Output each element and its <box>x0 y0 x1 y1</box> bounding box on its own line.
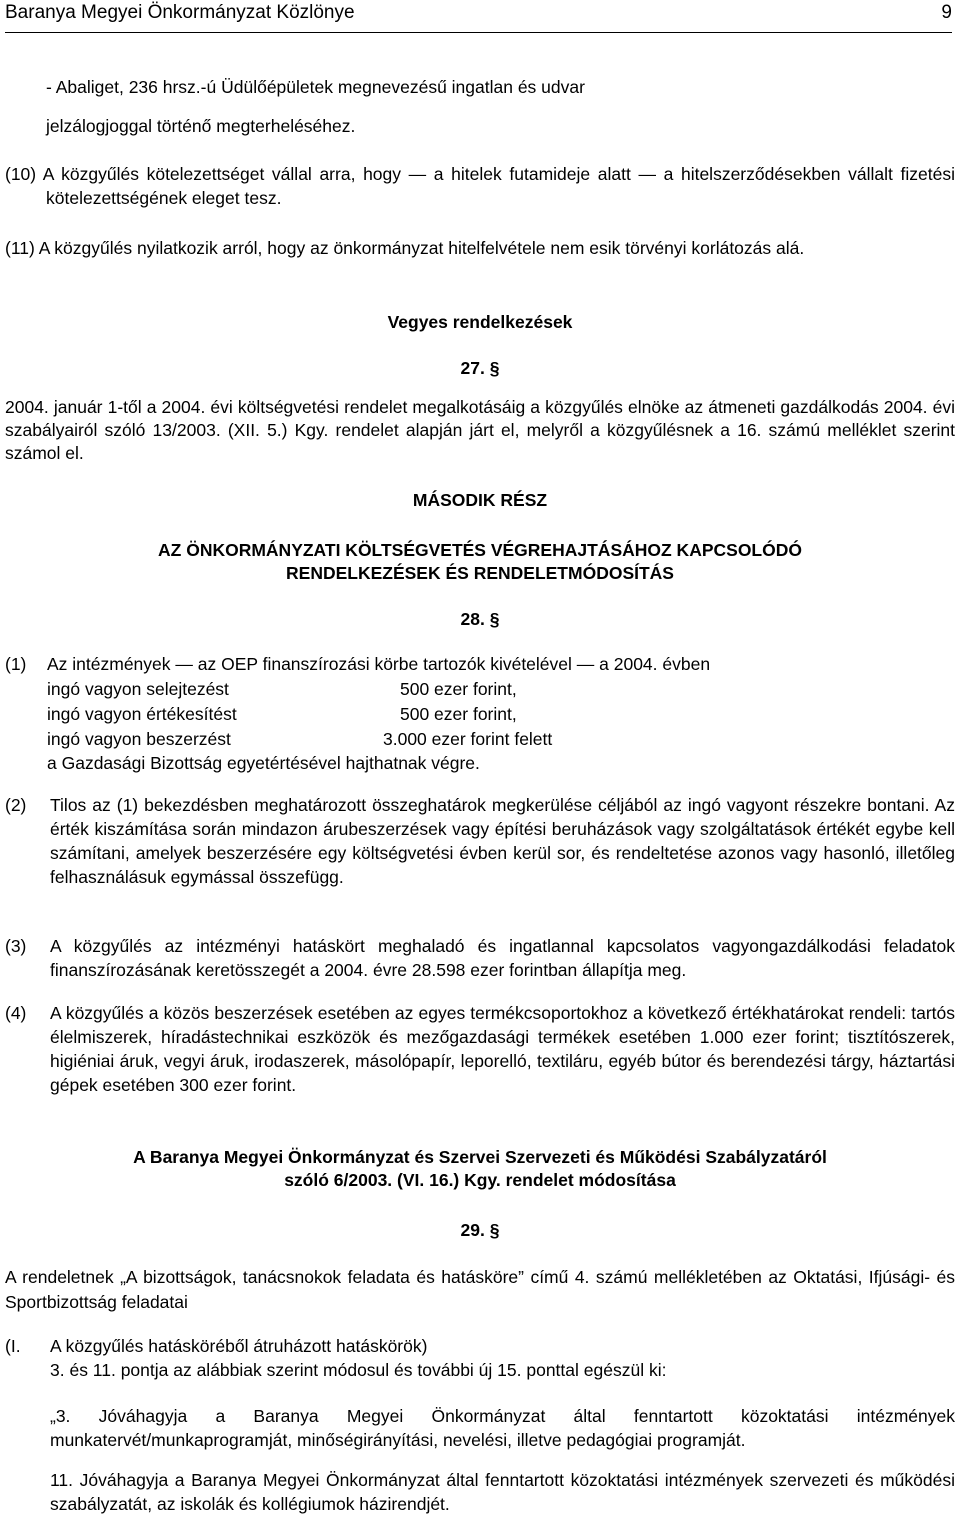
row-1-label: ingó vagyon selejtezést <box>47 679 229 699</box>
journal-title: Baranya Megyei Önkormányzat Közlönye <box>5 2 355 23</box>
row-3-value: 3.000 ezer forint felett <box>383 729 553 749</box>
quote-point-3: „3. Jóváhagyja a Baranya Megyei Önkormányzat által fenntartott közoktatási intézmények munkatervét/munkaprogramját, minőségirányítási, nevelési, illetve pedagógiai programját. <box>50 1406 955 1450</box>
item-2-number: (2) <box>5 795 27 815</box>
row-2-label: ingó vagyon értékesítést <box>47 704 237 724</box>
row-1-value: 500 ezer forint, <box>400 679 517 699</box>
item-3-text: A közgyűlés az intézményi hatáskört meghaladó és ingatlannal kapcsolatos vagyongazdálkodási feladatok finanszírozásának keretösszegét a 2004. évre 28.598 ezer forintban állapítja meg. <box>50 936 955 980</box>
paragraph-10: (10) A közgyűlés kötelezettséget vállal arra, hogy — a hitelek futamideje alatt — a hitelszerződésekben vállalt fizetési kötelezettségének eleget tesz. <box>5 164 955 208</box>
item-2-text: Tilos az (1) bekezdésben meghatározott összeghatárok megkerülése céljából az ingó vagyont részekre bontani. Az érték kiszámítása során mindazon árubeszerzések vagy építési beruházások vagy szolgáltatások értékét egybe kell számítani, amelyek beszerzésére egy költségvetési évben kerül sor, és rendeltetése azonos vagy hasonló, illetőleg felhasználásuk egymással összefügg. <box>50 795 955 887</box>
page-header <box>5 2 952 33</box>
item-I-title: A közgyűlés hatásköréből átruházott hatáskörök) <box>50 1336 428 1356</box>
row-2-value: 500 ezer forint, <box>400 704 517 724</box>
item-I-number: (I. <box>5 1336 21 1356</box>
item-I-sub: 3. és 11. pontja az alábbiak szerint módosul és további új 15. ponttal egészül ki: <box>50 1360 667 1380</box>
paragraph-11: (11) A közgyűlés nyilatkozik arról, hogy az önkormányzat hitelfelvétele nem esik törvényi korlátozás alá. <box>5 238 805 258</box>
bullet-line-2: jelzálogjoggal történő megterheléséhez. <box>46 116 356 136</box>
item-1-tail: a Gazdasági Bizottság egyetértésével hajthatnak végre. <box>47 753 480 773</box>
item-1-lead: Az intézmények — az OEP finanszírozási körbe tartozók kivételével — a 2004. évben <box>47 654 711 674</box>
amendment-heading-2: szóló 6/2003. (VI. 16.) Kgy. rendelet módosítása <box>284 1170 676 1190</box>
quote-point-11: 11. Jóváhagyja a Baranya Megyei Önkormányzat által fenntartott közoktatási intézmények szervezeti és működési szabályzatát, az iskolák és kollégiumok házirendjét. <box>50 1470 955 1514</box>
item-3-number: (3) <box>5 936 27 956</box>
section-29: 29. § <box>460 1220 500 1240</box>
part-two-subheading-2: RENDELKEZÉSEK ÉS RENDELETMÓDOSÍTÁS <box>286 563 674 583</box>
amendment-heading-1: A Baranya Megyei Önkormányzat és Szervei Szervezeti és Működési Szabályzatáról <box>133 1147 827 1167</box>
section-28: 28. § <box>460 609 500 629</box>
item-4-text: A közgyűlés a közös beszerzések esetében az egyes termékcsoportokhoz a következő értékhatárokat rendeli: tartós élelmiszerek, híradástechnikai eszközök és mezőgazdasági termékek esetében 1.000 ezer forint; tisztítószerek, higiéniai áruk, vegyi áruk, irodaszerek, másolópapír, leporelló, textiláru, egyéb bútor és berendezési tárgy, háztartási gépek esetében 300 ezer forint. <box>50 1003 955 1095</box>
bullet-line-1: - Abaliget, 236 hrsz.-ú Üdülőépületek megnevezésű ingatlan és udvar <box>46 77 585 97</box>
page-number: 9 <box>941 2 952 23</box>
part-two-heading: MÁSODIK RÉSZ <box>412 490 548 510</box>
section-27: 27. § <box>460 358 500 378</box>
vegyes-heading: Vegyes rendelkezések <box>387 312 573 332</box>
item-4-number: (4) <box>5 1003 27 1023</box>
row-3-label: ingó vagyon beszerzést <box>47 729 231 749</box>
section-27-text: 2004. január 1-től a 2004. évi költségvetési rendelet megalkotásáig a közgyűlés elnöke az átmeneti gazdálkodás 2004. évi szabályairól szóló 13/2003. (XII. 5.) Kgy. rendelet alapján járt el, melyről a közgyűlésnek a 16. számú melléklet szerint számol el. <box>5 397 955 463</box>
section-29-intro: A rendeletnek „A bizottságok, tanácsnokok feladata és hatásköre” című 4. számú mellékletében az Oktatási, Ifjúsági- és Sportbizottság feladatai <box>5 1267 955 1312</box>
part-two-subheading-1: AZ ÖNKORMÁNYZATI KÖLTSÉGVETÉS VÉGREHAJTÁSÁHOZ KAPCSOLÓDÓ <box>158 540 802 560</box>
item-1-number: (1) <box>5 654 27 674</box>
